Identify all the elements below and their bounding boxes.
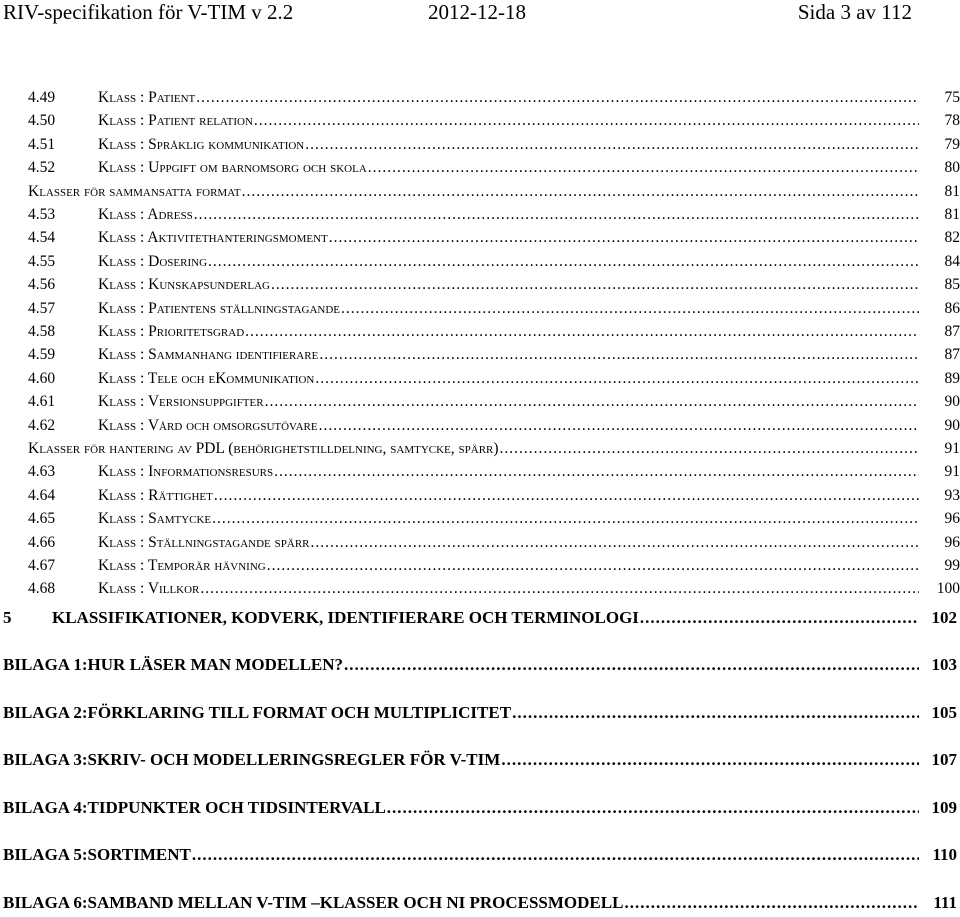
toc-entry-text: Klass : Villkor xyxy=(98,580,200,598)
toc-entry-text: Klasser för hantering av PDL (behörighetstilldelning, samtycke, spärr) xyxy=(28,440,499,457)
toc-entry[interactable] xyxy=(0,276,960,298)
toc-entry-text: Klass : Tele och eKommunikation xyxy=(98,369,315,387)
toc-appendix-text: SORTIMENT xyxy=(87,845,191,864)
toc-entry-text: Klass : Uppgift om barnomsorg och skola xyxy=(98,159,367,177)
toc-entry-title xyxy=(98,580,920,598)
toc-appendix-label: BILAGA 3: xyxy=(3,750,88,769)
toc-entry-page: 81 xyxy=(944,206,960,223)
toc-leader-dots xyxy=(194,206,919,224)
toc-entry-text: Klass : Dosering xyxy=(98,252,208,270)
toc-entry-title xyxy=(98,323,920,341)
toc-leader-dots xyxy=(214,487,919,505)
toc-leader-dots xyxy=(196,89,919,107)
toc-entry-text: Klass : Ställningstagande spärr xyxy=(98,533,310,551)
toc-entry-page: 79 xyxy=(944,135,960,153)
toc-entry-text: Klass : Rättighet xyxy=(98,486,213,504)
toc-entry[interactable] xyxy=(0,253,960,275)
toc-leader-dots xyxy=(329,229,919,247)
toc-entry-title xyxy=(98,276,920,294)
toc-entry-page: 85 xyxy=(944,276,960,294)
toc-leader-dots xyxy=(315,370,919,388)
toc-entry-page: 91 xyxy=(944,463,960,481)
toc-entry-number: 4.59 xyxy=(28,346,56,364)
toc-appendix-title xyxy=(3,655,920,675)
toc-entry-title xyxy=(98,393,920,411)
toc-chapter-page: 102 xyxy=(931,608,957,627)
toc-entry[interactable] xyxy=(0,346,960,368)
toc-leader-dots xyxy=(319,417,919,435)
toc-leader-dots xyxy=(500,440,919,458)
toc-entry-page: 87 xyxy=(944,346,960,364)
toc-entry-page: 78 xyxy=(944,112,960,130)
toc-leader-dots xyxy=(368,159,919,177)
toc-entry-title xyxy=(98,159,920,177)
toc-entry-number: 4.50 xyxy=(28,112,56,130)
toc-entry-page: 89 xyxy=(944,369,960,387)
toc-entry-number: 4.62 xyxy=(28,416,56,434)
toc-entry-text: Klass : Samtycke xyxy=(98,510,212,528)
toc-entry[interactable] xyxy=(0,370,960,392)
toc-appendix-text: TIDPUNKTER OCH TIDSINTERVALL xyxy=(87,797,386,817)
page-number: Sida 3 av 112 xyxy=(797,0,912,24)
toc-entry-title xyxy=(98,112,920,130)
toc-appendix-title xyxy=(3,893,920,913)
toc-entry-page: 86 xyxy=(944,299,960,317)
toc-entry[interactable] xyxy=(0,393,960,415)
toc-entry[interactable] xyxy=(0,206,960,228)
toc-leader-dots xyxy=(344,655,919,675)
toc-appendix-entry[interactable] xyxy=(0,750,960,774)
toc-leader-dots xyxy=(265,393,919,411)
toc-entry-title xyxy=(98,370,920,388)
toc-entry-number: 4.58 xyxy=(28,323,56,340)
toc-appendix-title xyxy=(3,798,920,818)
toc-appendix-label: BILAGA 4: xyxy=(3,797,88,817)
toc-entry-number: 4.60 xyxy=(28,369,56,387)
toc-entry-number: 4.61 xyxy=(28,393,56,411)
toc-entry-text: Klass : Patientens ställningstagande xyxy=(98,299,341,317)
toc-appendix-page: 110 xyxy=(932,845,957,864)
toc-entry-number: 4.68 xyxy=(28,580,56,598)
toc-entry[interactable] xyxy=(0,417,960,439)
toc-entry-text: Klass : Adress xyxy=(98,206,193,223)
toc-entry-text: Klass : Patient relation xyxy=(98,112,253,130)
toc-entry[interactable] xyxy=(0,89,960,111)
toc-entry-number: 4.63 xyxy=(28,463,56,481)
toc-entry-text: Klass : Språklig kommunikation xyxy=(98,135,305,153)
toc-appendix-entry[interactable] xyxy=(0,655,960,679)
toc-entry[interactable] xyxy=(0,557,960,579)
toc-entry-page: 91 xyxy=(944,440,960,457)
toc-entry-number: 4.65 xyxy=(28,510,56,528)
toc-leader-dots xyxy=(640,608,919,628)
toc-entry-title xyxy=(98,534,920,552)
toc-entry-text: Klass : Temporär hävning xyxy=(98,557,266,574)
toc-leader-dots xyxy=(208,253,919,271)
toc-entry[interactable] xyxy=(0,229,960,251)
toc-entry-page: 99 xyxy=(944,557,960,574)
page-header xyxy=(0,0,960,30)
toc-entry[interactable] xyxy=(0,323,960,345)
toc-entry[interactable] xyxy=(0,534,960,556)
toc-leader-dots xyxy=(311,534,920,552)
document-date: 2012-12-18 xyxy=(428,0,526,24)
document-title: RIV-specifikation för V-TIM v 2.2 xyxy=(3,0,294,24)
toc-leader-dots xyxy=(512,703,919,723)
toc-entry-number: 4.54 xyxy=(28,229,56,247)
toc-appendix-entry[interactable] xyxy=(0,703,960,727)
toc-entry-title xyxy=(98,463,920,481)
toc-entry[interactable] xyxy=(0,440,960,462)
toc-appendix-text: HUR LÄSER MAN MODELLEN? xyxy=(87,655,344,674)
toc-leader-dots xyxy=(254,112,919,130)
toc-appendix-text: SAMBAND MELLAN V-TIM –KLASSER OCH NI PROCESSMODELL xyxy=(87,892,624,912)
toc-entry[interactable] xyxy=(0,112,960,134)
toc-entry[interactable] xyxy=(0,463,960,485)
toc-appendix-entry[interactable] xyxy=(0,893,960,917)
toc-entry-page: 93 xyxy=(944,486,960,504)
toc-appendix-label: BILAGA 2: xyxy=(3,702,88,722)
toc-entry[interactable] xyxy=(0,159,960,181)
toc-entry-number: 4.57 xyxy=(28,299,56,317)
toc-entry-number: 4.64 xyxy=(28,486,56,504)
toc-appendix-entry[interactable] xyxy=(0,798,960,822)
toc-entry-text: Klass : Sammanhang identifierare xyxy=(98,346,319,364)
toc-chapter-text: KLASSIFIKATIONER, KODVERK, IDENTIFIERARE OCH TERMINOLOGI xyxy=(52,608,639,627)
toc-entry-page: 100 xyxy=(936,580,960,598)
toc-entry[interactable] xyxy=(0,136,960,158)
toc-appendix-text: FÖRKLARING TILL FORMAT OCH MULTIPLICITET xyxy=(87,702,512,722)
toc-entry-number: 4.67 xyxy=(28,557,56,574)
toc-entry-page: 87 xyxy=(944,323,960,340)
toc-appendix-entry[interactable] xyxy=(0,845,960,869)
toc-leader-dots xyxy=(212,510,919,528)
toc-entry-text: Klass : Patient xyxy=(98,89,196,106)
toc-entry[interactable] xyxy=(0,510,960,532)
toc-entry-text: Klass : Kunskapsunderlag xyxy=(98,276,270,294)
toc-entry-title xyxy=(98,300,920,318)
toc-entry-number: 4.51 xyxy=(28,135,56,153)
toc-entry-number: 4.52 xyxy=(28,159,56,177)
toc-entry[interactable] xyxy=(0,487,960,509)
toc-entry-title xyxy=(98,89,920,107)
toc-entry-page: 82 xyxy=(944,229,960,247)
toc-chapter-entry[interactable] xyxy=(0,608,960,632)
toc-entry-page: 81 xyxy=(944,182,960,200)
toc-entry-title xyxy=(98,417,920,435)
toc-leader-dots xyxy=(624,893,919,913)
toc-entry-title xyxy=(28,183,920,201)
toc-entry-text: Klass : Informationsresurs xyxy=(98,463,274,481)
toc-leader-dots xyxy=(200,580,919,598)
toc-entry-title xyxy=(98,557,920,575)
toc-leader-dots xyxy=(274,463,919,481)
toc-leader-dots xyxy=(242,183,919,201)
toc-entry-title xyxy=(98,487,920,505)
toc-appendix-label: BILAGA 1: xyxy=(3,655,88,674)
toc-entry-title xyxy=(98,229,920,247)
toc-entry-title xyxy=(98,136,920,154)
toc-entry-title xyxy=(28,440,920,458)
toc-entry-number: 4.53 xyxy=(28,206,56,223)
toc-leader-dots xyxy=(501,750,919,770)
toc-entry-text: Klass : Vård och omsorgsutövare xyxy=(98,416,318,434)
toc-entry-page: 96 xyxy=(944,510,960,528)
toc-entry-title xyxy=(98,206,920,224)
toc-appendix-page: 107 xyxy=(931,750,957,769)
toc-entry-number: 4.55 xyxy=(28,252,56,270)
toc-appendix-text: SKRIV- OCH MODELLERINGSREGLER FÖR V-TIM xyxy=(87,750,501,769)
toc-entry-text: Klass : Aktivitethanteringsmoment xyxy=(98,229,328,247)
toc-leader-dots xyxy=(271,276,919,294)
toc-appendix-page: 109 xyxy=(931,797,957,817)
toc-entry[interactable] xyxy=(0,580,960,602)
toc-leader-dots xyxy=(192,845,919,865)
toc-entry-page: 90 xyxy=(944,393,960,411)
toc-entry-number: 4.66 xyxy=(28,533,56,551)
toc-chapter-number: 5 xyxy=(3,608,12,627)
toc-appendix-title xyxy=(3,703,920,723)
toc-leader-dots xyxy=(341,300,919,318)
toc-entry[interactable] xyxy=(0,183,960,205)
toc-appendix-page: 105 xyxy=(931,702,957,722)
toc-leader-dots xyxy=(319,346,919,364)
toc-entry-page: 75 xyxy=(944,89,960,106)
toc-entry-text: Klass : Prioritetsgrad xyxy=(98,323,245,340)
toc-entry-page: 84 xyxy=(944,252,960,270)
toc-chapter-title xyxy=(52,608,920,628)
toc-appendix-label: BILAGA 5: xyxy=(3,845,88,864)
toc-appendix-title xyxy=(3,845,920,865)
toc-appendix-page: 111 xyxy=(933,892,957,912)
toc-appendix-title xyxy=(3,750,920,770)
toc-entry-number: 4.56 xyxy=(28,276,56,294)
toc-appendix-label: BILAGA 6: xyxy=(3,892,88,912)
toc-entry-number: 4.49 xyxy=(28,89,56,106)
toc-entry-page: 80 xyxy=(944,159,960,177)
toc-entry-title xyxy=(98,346,920,364)
toc-entry-title xyxy=(98,510,920,528)
toc-leader-dots xyxy=(245,323,919,341)
toc-entry-page: 90 xyxy=(944,416,960,434)
toc-entry-text: Klasser för sammansatta format xyxy=(28,182,241,200)
toc-entry-title xyxy=(98,253,920,271)
toc-leader-dots xyxy=(267,557,919,575)
toc-leader-dots xyxy=(387,798,919,818)
toc-leader-dots xyxy=(305,136,919,154)
toc-entry-page: 96 xyxy=(944,533,960,551)
toc-appendix-page: 103 xyxy=(931,655,957,674)
toc-entry[interactable] xyxy=(0,300,960,322)
toc-entry-text: Klass : Versionsuppgifter xyxy=(98,393,264,411)
